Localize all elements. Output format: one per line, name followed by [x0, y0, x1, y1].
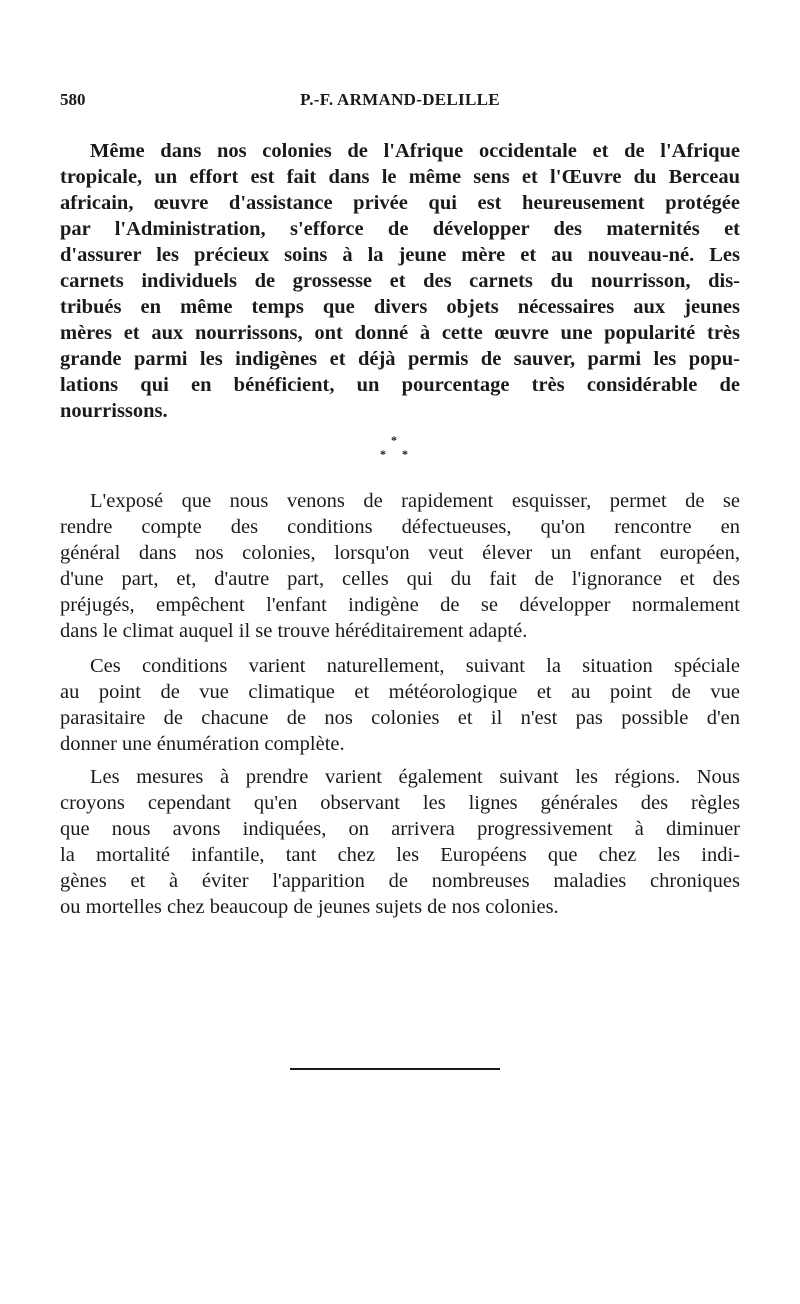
text-line: donner une énumération complète. — [60, 733, 345, 755]
text-line: grande parmi les indigènes et déjà permis de sauver, parmi les popu- — [60, 348, 740, 370]
text-line: tropicale, un effort est fait dans le même sens et l'Œuvre du Berceau — [60, 166, 740, 188]
text-line: préjugés, empêchent l'enfant indigène de se développer normalement — [60, 594, 740, 616]
page-number: 580 — [60, 90, 86, 109]
text-line: Les mesures à prendre varient également suivant les régions. Nous — [90, 766, 740, 788]
asterism-separator — [370, 434, 420, 468]
text-line: Ces conditions varient naturellement, suivant la situation spéciale — [90, 655, 740, 677]
text-line: dans le climat auquel il se trouve héréditairement adapté. — [60, 620, 528, 642]
text-line: L'exposé que nous venons de rapidement esquisser, permet de se — [90, 490, 740, 512]
asterisk-glyph: * — [402, 447, 408, 461]
text-line: parasitaire de chacune de nos colonies et il n'est pas possible d'en — [60, 707, 740, 729]
text-line: lations qui en bénéficient, un pourcentage très considérable de — [60, 374, 740, 396]
text-line: mères et aux nourrissons, ont donné à cette œuvre une popularité très — [60, 322, 740, 344]
text-line: d'assurer les précieux soins à la jeune mère et au nouveau-né. Les — [60, 244, 740, 266]
text-line: croyons cependant qu'en observant les lignes générales des règles — [60, 792, 740, 814]
asterisk-glyph: * — [391, 433, 397, 447]
text-line: africain, œuvre d'assistance privée qui est heureusement protégée — [60, 192, 740, 214]
text-line: que nous avons indiquées, on arrivera progressivement à diminuer — [60, 818, 740, 840]
text-line: gènes et à éviter l'apparition de nombreuses maladies chroniques — [60, 870, 740, 892]
text-line: au point de vue climatique et météorologique et au point de vue — [60, 681, 740, 703]
text-line: par l'Administration, s'efforce de développer des maternités et — [60, 218, 740, 240]
text-line: ou mortelles chez beaucoup de jeunes sujets de nos colonies. — [60, 896, 559, 918]
text-line: carnets individuels de grossesse et des carnets du nourrisson, dis- — [60, 270, 740, 292]
end-of-section-rule — [290, 1068, 500, 1070]
text-line: d'une part, et, d'autre part, celles qui du fait de l'ignorance et des — [60, 568, 740, 590]
text-line: nourrissons. — [60, 400, 168, 422]
text-line: rendre compte des conditions défectueuses, qu'on rencontre en — [60, 516, 740, 538]
text-line: général dans nos colonies, lorsqu'on veut élever un enfant européen, — [60, 542, 740, 564]
text-line: tribués en même temps que divers objets nécessaires aux jeunes — [60, 296, 740, 318]
running-head — [60, 90, 740, 114]
asterisk-glyph: * — [380, 447, 386, 461]
text-line: Même dans nos colonies de l'Afrique occidentale et de l'Afrique — [90, 140, 740, 162]
text-line: la mortalité infantile, tant chez les Européens que chez les indi- — [60, 844, 740, 866]
running-title: P.-F. ARMAND-DELILLE — [300, 90, 500, 109]
